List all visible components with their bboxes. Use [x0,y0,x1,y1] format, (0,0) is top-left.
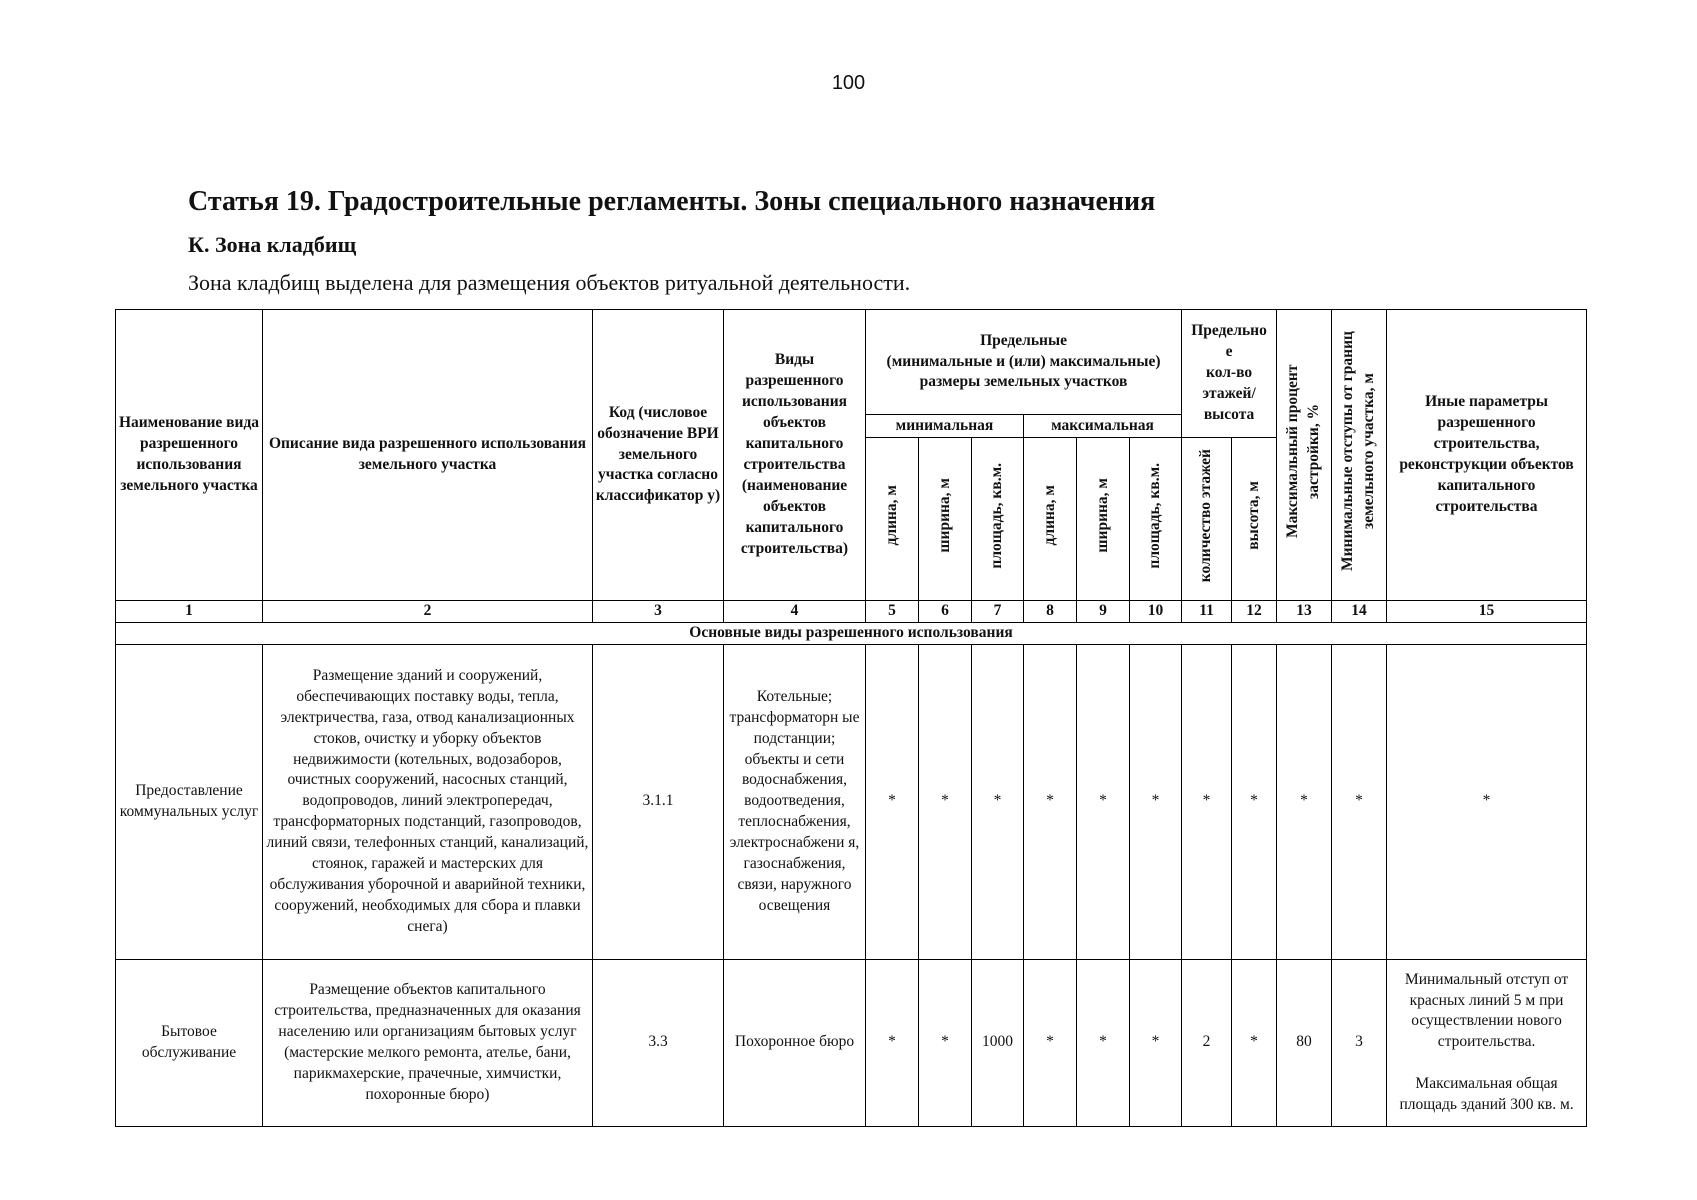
header-min-length: длина, м [866,438,919,601]
header-name: Наименование вида разрешенного использования земельного участка [116,310,263,601]
table-row [116,644,1587,959]
column-number: 15 [1387,601,1587,623]
row-floors: 2 [1182,959,1232,1126]
column-number: 4 [724,601,866,623]
column-number: 3 [593,601,724,623]
row-max-width: * [1077,959,1130,1126]
row-description: Размещение объектов капитального строительства, предназначенных для оказания населению или организациям бытовых услуг (мастерские мелкого ремонта, ателье, бани, парикмахерские, прачечные, химчистки, похоронные бюро) [263,959,593,1126]
row-other: * [1387,644,1587,959]
row-min-length: * [866,959,919,1126]
column-number: 1 [116,601,263,623]
row-max-percent: * [1277,644,1332,959]
column-number: 10 [1130,601,1182,623]
column-number: 11 [1182,601,1232,623]
row-max-length: * [1024,644,1077,959]
header-max-percent: Максимальный процент застройки, % [1277,310,1332,601]
row-name: Предоставление коммунальных услуг [116,644,263,959]
header-height: высота, м [1232,438,1277,601]
row-name: Бытовое обслуживание [116,959,263,1126]
header-row-1 [116,310,1587,415]
header-code: Код (числовое обозначение ВРИ земельного участка согласно классификатор у) [593,310,724,601]
header-minimum: минимальная [866,415,1024,438]
header-min-area: площадь, кв.м. [972,438,1024,601]
row-min-setback: * [1332,644,1387,959]
column-number: 8 [1024,601,1077,623]
column-number: 6 [919,601,972,623]
row-code: 3.1.1 [593,644,724,959]
row-max-area: * [1130,644,1182,959]
page-number: 100 [831,72,866,94]
column-number: 9 [1077,601,1130,623]
column-number: 12 [1232,601,1277,623]
row-max-width: * [1077,644,1130,959]
section-title: Основные виды разрешенного использования [116,622,1587,644]
header-max-width: ширина, м [1077,438,1130,601]
row-min-length: * [866,644,919,959]
row-max-length: * [1024,959,1077,1126]
row-description: Размещение зданий и сооружений, обеспечивающих поставку воды, тепла, электричества, газа, отвод канализационных стоков, очистку и уборку объектов недвижимости (котельных, водозаборов, очистных сооружений, насосных станций, водопроводов, линий электропередач, трансформаторных подстанций, газопроводов, линий связи, телефонных станций, канализаций, стоянок, гаражей и мастерских для обслуживания уборочной и аварийной техники, сооружений, необходимых для сбора и плавки снега) [263,644,593,959]
header-min-width: ширина, м [919,438,972,601]
header-floor-count: количество этажей [1182,438,1232,601]
header-maximum: максимальная [1024,415,1182,438]
row-min-setback: 3 [1332,959,1387,1126]
header-description: Описание вида разрешенного использования земельного участка [263,310,593,601]
column-number: 7 [972,601,1024,623]
row-min-area: 1000 [972,959,1024,1126]
row-floors: * [1182,644,1232,959]
column-number: 13 [1277,601,1332,623]
header-min-setback: Минимальные отступы от границ земельного участка, м [1332,310,1387,601]
zone-title: К. Зона кладбищ [188,232,357,257]
section-row [116,622,1587,644]
header-other-params: Иные параметры разрешенного строительства, реконструкции объектов капитального строительства [1387,310,1587,601]
header-plot-sizes: Предельные (минимальные и (или) максимальные) размеры земельных участков [866,310,1182,415]
row-max-percent: 80 [1277,959,1332,1126]
row-other: Минимальный отступ от красных линий 5 м при осуществлении нового строительства. Максимальная общая площадь зданий 300 кв. м. [1387,959,1587,1126]
table-row [116,959,1587,1126]
row-min-area: * [972,644,1024,959]
header-max-length: длина, м [1024,438,1077,601]
row-min-width: * [919,644,972,959]
row-height: * [1232,959,1277,1126]
regulations-table [115,309,1587,1127]
row-min-width: * [919,959,972,1126]
row-objects: Котельные; трансформаторн ые подстанции; объекты и сети водоснабжения, водоотведения, теплоснабжения, электроснабжени я, газоснабжения, связи, наружного освещения [724,644,866,959]
zone-description: Зона кладбищ выделена для размещения объектов ритуальной деятельности. [188,270,911,295]
row-height: * [1232,644,1277,959]
column-number: 5 [866,601,919,623]
header-objects: Виды разрешенного использования объектов капитального строительства (наименование объектов капитального строительства) [724,310,866,601]
article-title: Статья 19. Градостроительные регламенты. Зоны специального назначения [188,186,1156,217]
header-max-area: площадь, кв.м. [1130,438,1182,601]
header-floors-height: Предельно е кол-во этажей/ высота [1182,310,1277,438]
column-number: 2 [263,601,593,623]
row-code: 3.3 [593,959,724,1126]
row-max-area: * [1130,959,1182,1126]
row-objects: Похоронное бюро [724,959,866,1126]
column-numbers-row [116,601,1587,623]
column-number: 14 [1332,601,1387,623]
